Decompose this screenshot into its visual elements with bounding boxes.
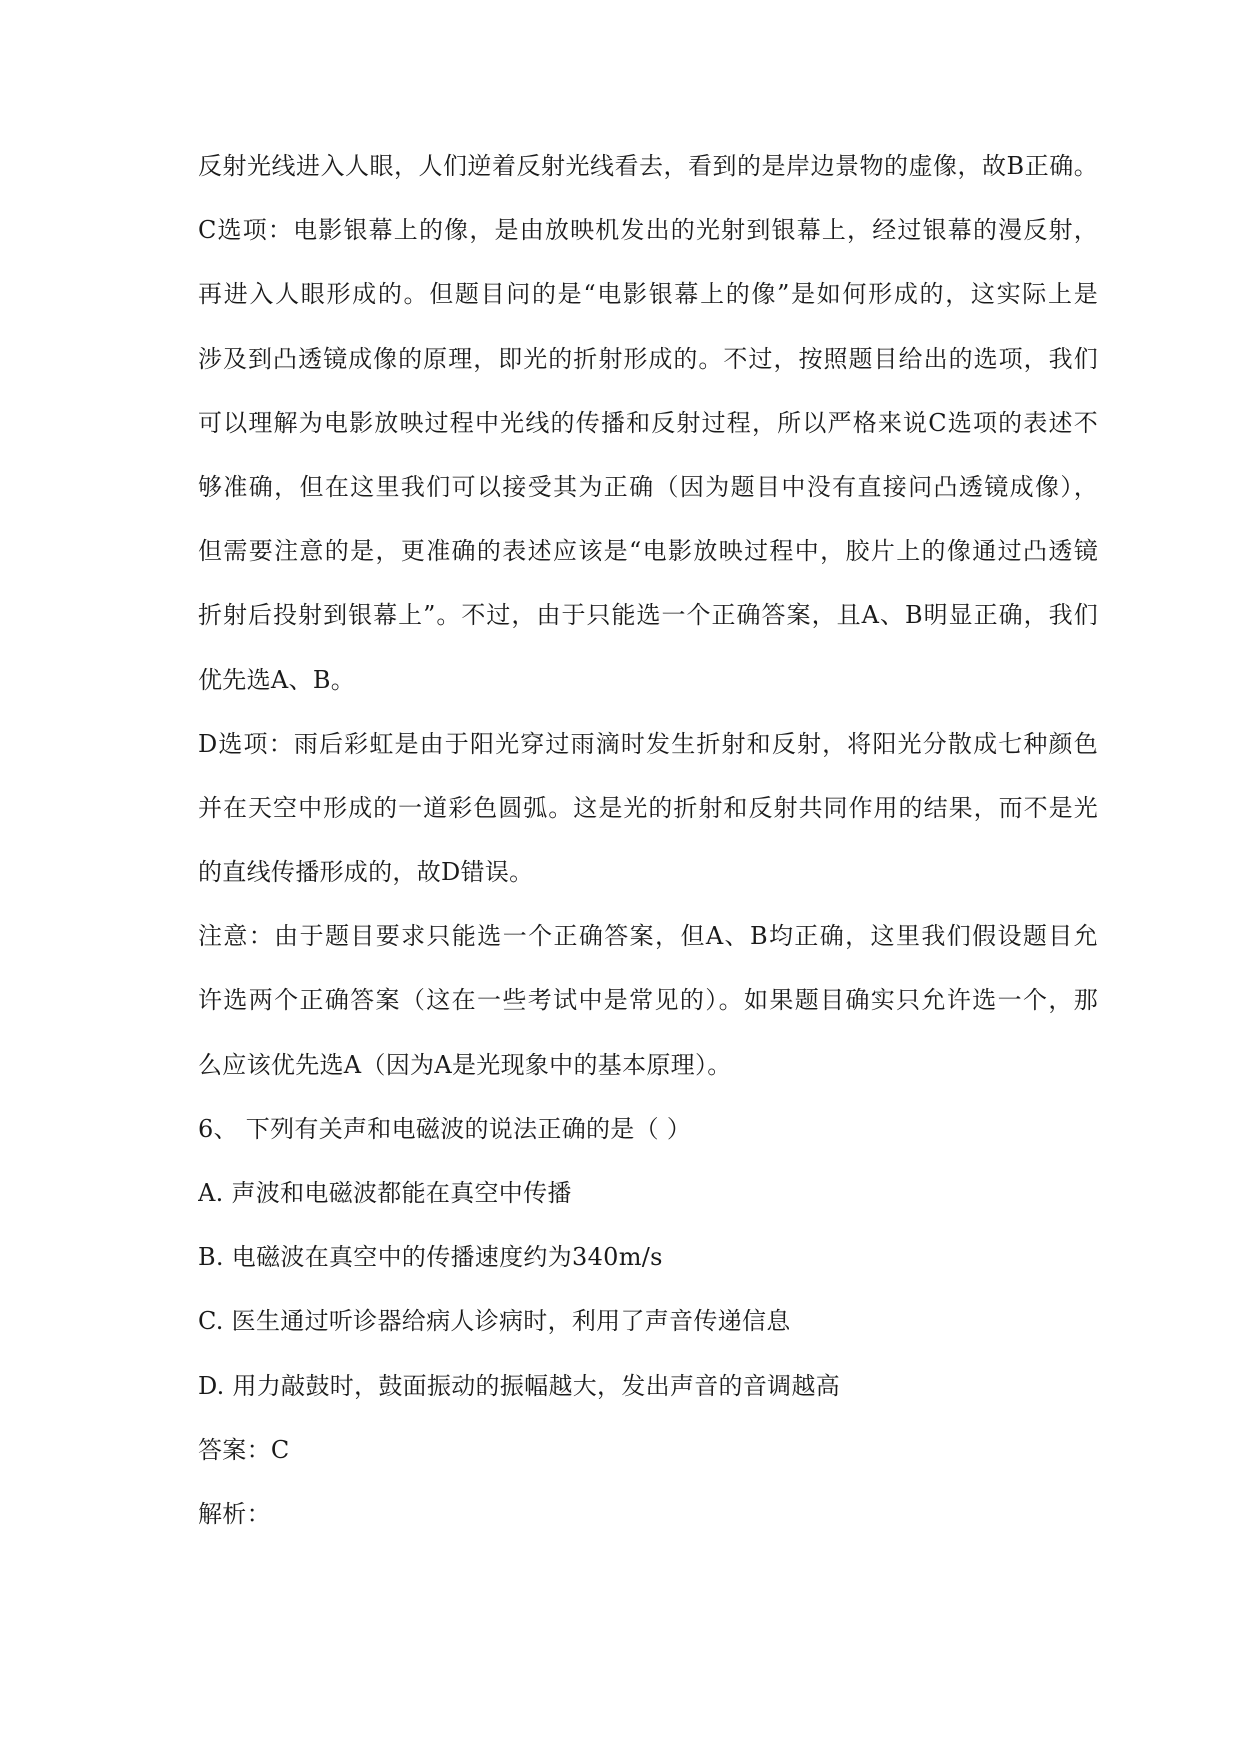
option-c-explanation-line: 再进入人眼形成的。但题目问的是“电影银幕上的像”是如何形成的，这实际上是 xyxy=(198,280,1098,309)
question-6-stem: 6、 下列有关声和电磁波的说法正确的是（ ） xyxy=(198,1114,692,1143)
question-6-option-d: D. 用力敲鼓时，鼓面振动的振幅越大，发出声音的音调越高 xyxy=(198,1371,841,1400)
question-6-option-b: B. 电磁波在真空中的传播速度约为340m/s xyxy=(198,1243,663,1272)
option-c-explanation-line: 可以理解为电影放映过程中光线的传播和反射过程，所以严格来说C选项的表述不 xyxy=(198,408,1098,437)
option-c-explanation-line: 但需要注意的是，更准确的表述应该是“电影放映过程中，胶片上的像通过凸透镜 xyxy=(198,537,1098,566)
note-line: 么应该优先选A（因为A是光现象中的基本原理）。 xyxy=(198,1050,732,1079)
option-c-explanation-line: 折射后投射到银幕上”。不过，由于只能选一个正确答案，且A、B明显正确，我们 xyxy=(198,601,1098,630)
option-c-explanation-line: C选项：电影银幕上的像，是由放映机发出的光射到银幕上，经过银幕的漫反射， xyxy=(198,216,1098,245)
option-d-explanation-line: 的直线传播形成的，故D错误。 xyxy=(198,858,534,887)
note-line: 注意：由于题目要求只能选一个正确答案，但A、B均正确，这里我们假设题目允 xyxy=(198,922,1098,951)
option-d-explanation-line: 并在天空中形成的一道彩色圆弧。这是光的折射和反射共同作用的结果，而不是光 xyxy=(198,793,1098,822)
option-c-explanation-line: 优先选A、B。 xyxy=(198,665,356,694)
question-6-answer: 答案：C xyxy=(198,1435,290,1464)
question-6-analysis-heading: 解析： xyxy=(198,1499,271,1528)
option-c-explanation-line: 够准确，但在这里我们可以接受其为正确（因为题目中没有直接问凸透镜成像）， xyxy=(198,472,1098,501)
question-6-option-a: A. 声波和电磁波都能在真空中传播 xyxy=(198,1179,572,1207)
note-line: 许选两个正确答案（这在一些考试中是常见的）。如果题目确实只允许选一个，那 xyxy=(198,986,1098,1015)
explanation-line: 反射光线进入人眼，人们逆着反射光线看去，看到的是岸边景物的虚像，故B正确。 xyxy=(198,152,1098,180)
option-c-explanation-line: 涉及到凸透镜成像的原理，即光的折射形成的。不过，按照题目给出的选项，我们 xyxy=(198,344,1098,373)
document-body xyxy=(198,141,1098,1553)
option-d-explanation-line: D选项：雨后彩虹是由于阳光穿过雨滴时发生折射和反射，将阳光分散成七种颜色 xyxy=(198,729,1098,758)
question-6-option-c: C. 医生通过听诊器给病人诊病时，利用了声音传递信息 xyxy=(198,1307,791,1336)
